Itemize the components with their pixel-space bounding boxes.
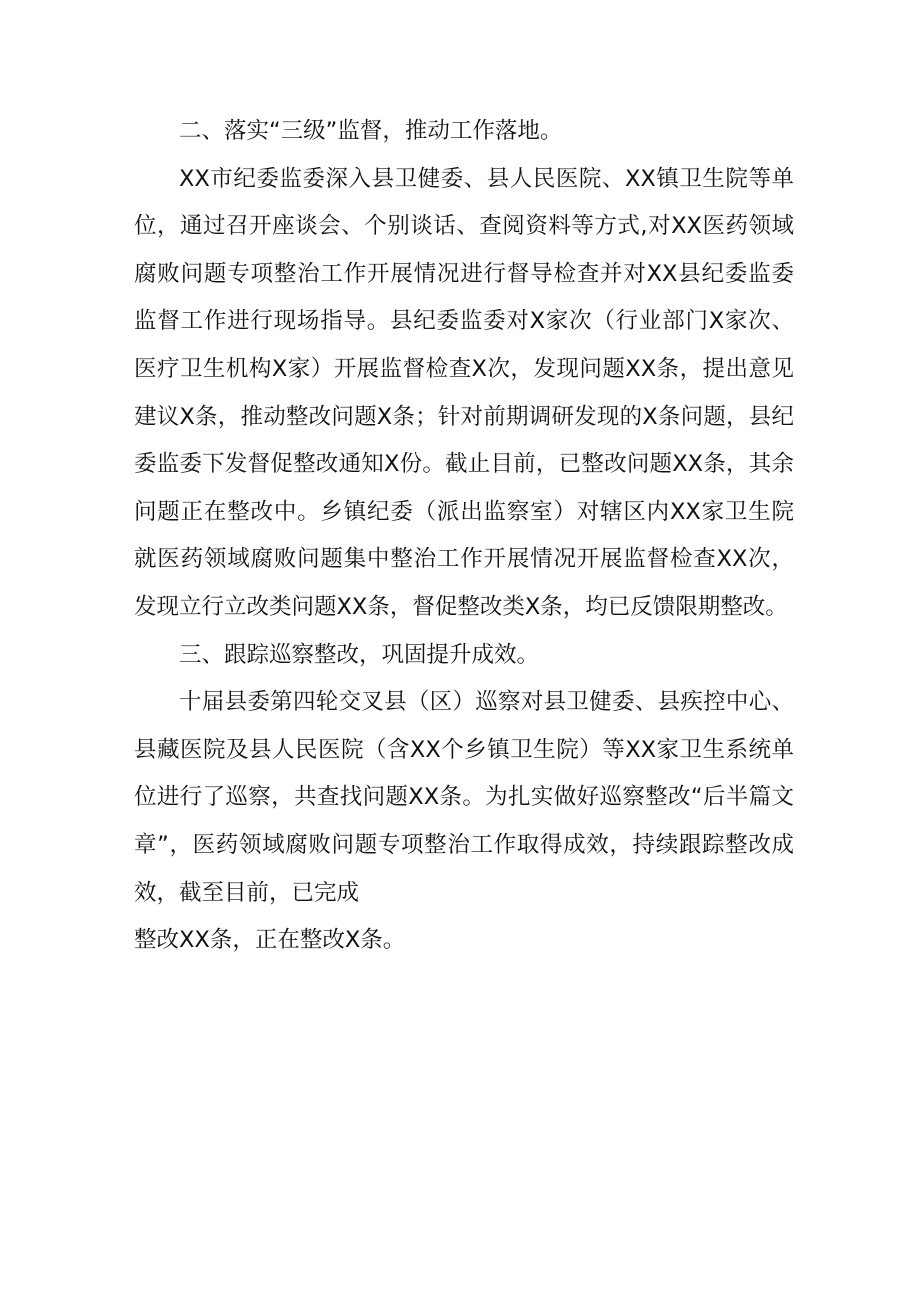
section-2-heading: 二、落实“三级”监督，推动工作落地。 [179, 118, 563, 144]
document-body [134, 108, 794, 965]
section-2-paragraph: XX市纪委监委深入县卫健委、县人民医院、XX镇卫生院等单位，通过召开座谈会、个别谈话、查阅资料等方式,对XX医药领域腐败问题专项整治工作开展情况进行督导检查并对XX县纪委监委监督工作进行现场指导。县纪委监委对X家次（行业部门X家次、医疗卫生机构X家）开展监督检查X次，发现问题XX条，提出意见建议X条，推动整改问题X条；针对前期调研发现的X条问题，县纪委监委下发督促整改通知X份。截止目前，已整改问题XX条，其余问题正在整改中。乡镇纪委（派出监察室）对辖区内XX家卫生院就医药领域腐败问题集中整治工作开展情况开展监督检查XX次，发现立行立改类问题XX条，督促整改类X条，均已反馈限期整改。 [134, 165, 794, 620]
section-3-paragraph-tail: 整改XX条，正在整改X条。 [134, 927, 406, 954]
section-3-heading: 三、跟踪巡察整改，巩固提升成效。 [179, 641, 540, 668]
section-3-paragraph: 十届县委第四轮交叉县（区）巡察对县卫健委、县疾控中心、县藏医院及县人民医院（含XX个乡镇卫生院）等XX家卫生系统单位进行了巡察，共查找问题XX条。为扎实做好巡察整改“后半篇文章”，医药领域腐败问题专项整治工作取得成效，持续跟踪整改成效，截至目前，已完成 [134, 689, 794, 906]
